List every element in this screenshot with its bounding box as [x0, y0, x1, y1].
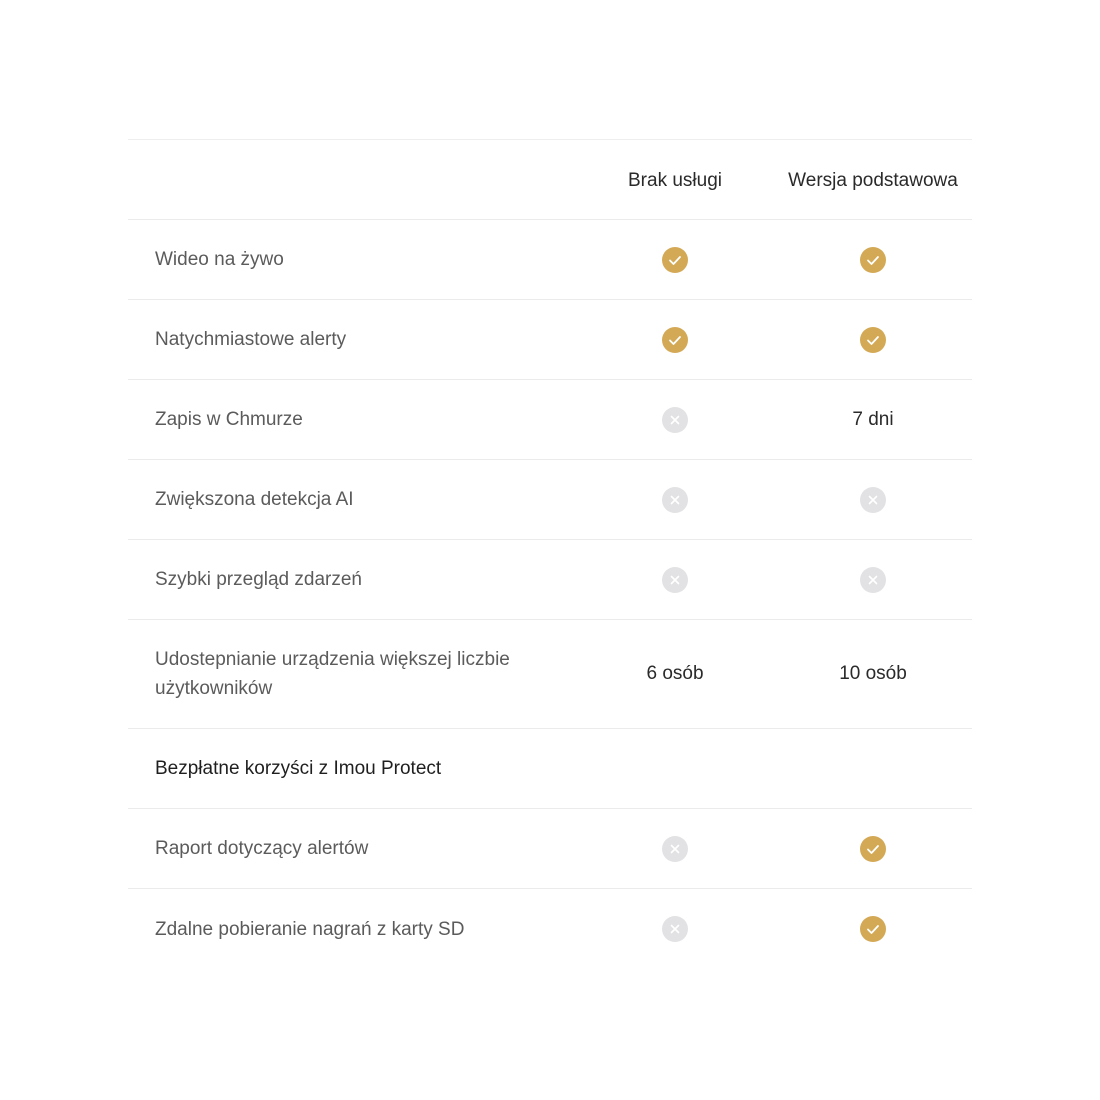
feature-label: Zwiększona detekcja AI — [155, 489, 354, 510]
table-row — [128, 540, 972, 620]
feature-label: Zapis w Chmurze — [155, 409, 303, 430]
check-icon — [662, 247, 688, 273]
cell-no-service — [577, 300, 773, 379]
table-row — [128, 380, 972, 460]
feature-label: Raport dotyczący alertów — [155, 838, 369, 859]
table-row — [128, 889, 972, 969]
feature-label: Natychmiastowe alerty — [155, 329, 347, 350]
feature-label: Szybki przegląd zdarzeń — [155, 569, 362, 590]
cell-value: 7 dni — [852, 408, 894, 430]
cell-value: 10 osób — [839, 663, 907, 684]
cross-icon — [662, 567, 688, 593]
column-header-no-service: Brak usługi — [628, 169, 722, 191]
section-title: Bezpłatne korzyści z Imou Protect — [155, 758, 442, 779]
check-icon — [860, 327, 886, 353]
feature-label: Udostepnianie urządzenia większej liczbie użytkowników — [155, 649, 510, 699]
cell-basic — [773, 889, 973, 969]
feature-label: Wideo na żywo — [155, 249, 284, 270]
cross-icon — [662, 916, 688, 942]
table-row — [128, 460, 972, 540]
cell-no-service — [577, 380, 773, 459]
table-header-row — [128, 140, 972, 220]
cell-no-service — [577, 220, 773, 299]
table-row — [128, 220, 972, 300]
table-row — [128, 809, 972, 889]
cell-no-service — [577, 540, 773, 619]
cross-icon — [662, 836, 688, 862]
section-header-row — [128, 729, 972, 809]
comparison-table — [128, 139, 972, 969]
table-row — [128, 620, 972, 729]
cell-basic — [773, 220, 973, 299]
feature-label: Zdalne pobieranie nagrań z karty SD — [155, 918, 465, 940]
cross-icon — [860, 567, 886, 593]
cell-basic — [773, 809, 973, 888]
cell-no-service — [577, 460, 773, 539]
column-header-basic: Wersja podstawowa — [788, 169, 958, 191]
cell-no-service — [577, 889, 773, 969]
cross-icon — [662, 487, 688, 513]
cross-icon — [860, 487, 886, 513]
cell-no-service — [577, 809, 773, 888]
check-icon — [860, 916, 886, 942]
table-row — [128, 300, 972, 380]
check-icon — [860, 247, 886, 273]
cell-basic — [773, 380, 973, 459]
check-icon — [860, 836, 886, 862]
cross-icon — [662, 407, 688, 433]
cell-basic — [773, 620, 973, 728]
cell-basic — [773, 460, 973, 539]
cell-basic — [773, 540, 973, 619]
cell-no-service — [577, 620, 773, 728]
check-icon — [662, 327, 688, 353]
cell-value: 6 osób — [646, 663, 704, 684]
cell-basic — [773, 300, 973, 379]
